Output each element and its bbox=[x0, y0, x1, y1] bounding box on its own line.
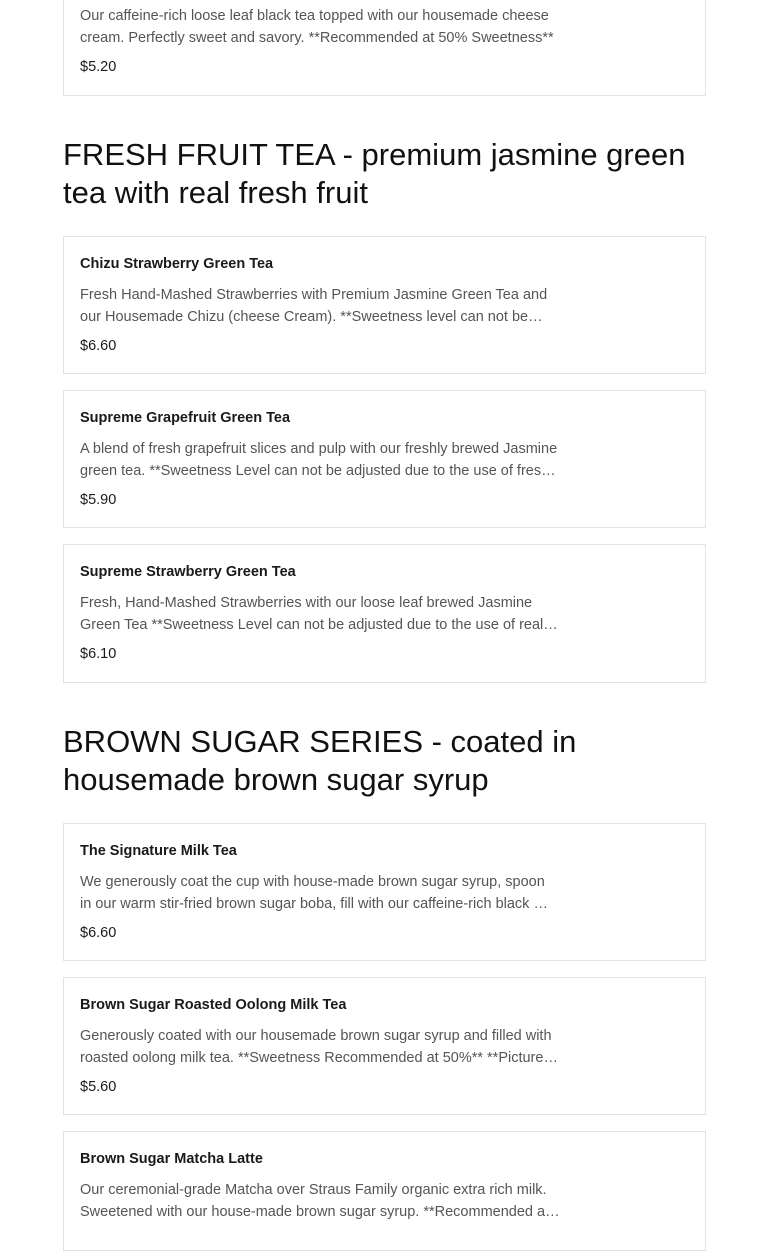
menu-item-card[interactable] bbox=[63, 544, 706, 683]
menu-item-name: Supreme Strawberry Green Tea bbox=[80, 564, 296, 580]
menu-item-description: Fresh, Hand-Mashed Strawberries with our loose leaf brewed Jasmine Green Tea **Sweetness Level can not be adjusted due to the use of real, bbox=[80, 595, 548, 633]
menu-item-price: $5.90 bbox=[80, 492, 117, 508]
menu-item-card[interactable] bbox=[63, 977, 706, 1115]
menu-item-card[interactable] bbox=[63, 823, 706, 961]
menu-item-name: Brown Sugar Roasted Oolong Milk Tea bbox=[80, 997, 347, 1013]
menu-item-price: $6.60 bbox=[80, 338, 117, 354]
menu-item-description: A blend of fresh grapefruit slices and pulp with our freshly brewed Jasmine green tea. **Sweetness Level can not be adjusted due to the use of fresh bbox=[80, 441, 558, 479]
menu-item-description: Fresh Hand-Mashed Strawberries with Premium Jasmine Green Tea and our Housemade Chizu (cheese Cream). **Sweetness level can not be bbox=[80, 287, 548, 325]
menu-item-price: $6.10 bbox=[80, 646, 117, 662]
menu-item-card[interactable] bbox=[63, 390, 706, 528]
section-title-fresh-fruit-tea: FRESH FRUIT TEA - premium jasmine green tea with real fresh fruit bbox=[63, 137, 686, 210]
menu-item-card[interactable] bbox=[63, 1131, 706, 1251]
menu-item-name: Chizu Strawberry Green Tea bbox=[80, 256, 274, 272]
menu-item-price: $5.60 bbox=[80, 1079, 117, 1095]
menu-item-description: Generously coated with our housemade brown sugar syrup and filled with roasted oolong milk tea. **Sweetness Recommended at 50%** **Pictured bbox=[80, 1028, 552, 1066]
menu-item-card[interactable] bbox=[63, 236, 706, 374]
menu-item-name: Brown Sugar Matcha Latte bbox=[80, 1151, 263, 1167]
menu-item-card[interactable] bbox=[63, 0, 706, 96]
section-title-brown-sugar-series: BROWN SUGAR SERIES - coated in housemade brown sugar syrup bbox=[63, 724, 577, 797]
menu-item-description: Our caffeine-rich loose leaf black tea topped with our housemade cheese cream. Perfectly sweet and savory. **Recommended at 50% Sweetness** bbox=[80, 8, 554, 46]
menu-item-description: Our ceremonial-grade Matcha over Straus Family organic extra rich milk. Sweetened with our house-made brown sugar syrup. **Recommended at bbox=[80, 1182, 550, 1220]
menu-item-name: The Signature Milk Tea bbox=[80, 843, 237, 859]
menu-item-name: Supreme Grapefruit Green Tea bbox=[80, 410, 291, 426]
menu-item-price: $6.60 bbox=[80, 925, 117, 941]
menu-item-price: $5.20 bbox=[80, 59, 117, 75]
menu-item-description: We generously coat the cup with house-made brown sugar syrup, spoon in our warm stir-fried brown sugar boba, fill with our caffeine-rich black milk bbox=[80, 874, 560, 912]
